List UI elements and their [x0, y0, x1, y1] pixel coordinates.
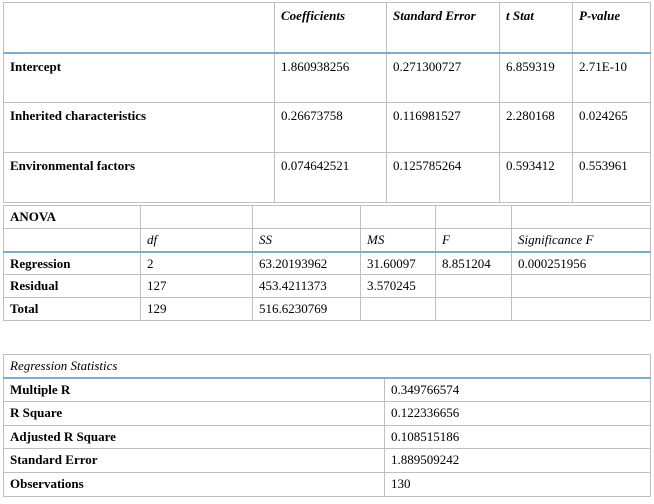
- table-row: [4, 425, 651, 449]
- table-row: [4, 252, 651, 275]
- ss-header: SS: [253, 229, 361, 252]
- anova-header-row: [4, 229, 651, 252]
- table-row: [4, 275, 651, 298]
- coef-value: 0.26673758: [275, 103, 387, 153]
- sig-value: 0.000251956: [512, 252, 651, 275]
- row-label: Environmental factors: [4, 153, 275, 203]
- table-row: [4, 153, 651, 203]
- anova-header-blank: [4, 229, 141, 252]
- df-value: 127: [141, 275, 253, 298]
- row-label: Total: [4, 298, 141, 321]
- t-value: 2.280168: [500, 103, 573, 153]
- regression-statistics-table: [3, 354, 651, 497]
- stat-value: 1.889509242: [385, 449, 651, 473]
- ss-value: 63.20193962: [253, 252, 361, 275]
- table-row: [4, 449, 651, 473]
- regression-statistics-title-row: [4, 355, 651, 379]
- coef-value: 0.074642521: [275, 153, 387, 203]
- table-row: [4, 103, 651, 153]
- row-label: Intercept: [4, 53, 275, 103]
- table-row: [4, 402, 651, 426]
- coef-value: 1.860938256: [275, 53, 387, 103]
- regression-statistics-title: Regression Statistics: [4, 355, 651, 379]
- stat-value: 0.349766574: [385, 378, 651, 402]
- p-value: 2.71E-10: [573, 53, 651, 103]
- row-label: Regression: [4, 252, 141, 275]
- p-value-header: P-value: [573, 3, 651, 53]
- coefficients-header-row: [4, 3, 651, 53]
- df-value: 129: [141, 298, 253, 321]
- coefficients-table: [3, 2, 651, 203]
- anova-title-row: [4, 206, 651, 229]
- sig-value: [512, 275, 651, 298]
- anova-title: ANOVA: [4, 206, 141, 229]
- ss-value: 516.6230769: [253, 298, 361, 321]
- stat-label: Multiple R: [4, 378, 385, 402]
- ms-value: [361, 298, 436, 321]
- stat-label: Standard Error: [4, 449, 385, 473]
- stat-label: R Square: [4, 402, 385, 426]
- stat-value: 0.108515186: [385, 425, 651, 449]
- f-value: [436, 275, 512, 298]
- f-value: [436, 298, 512, 321]
- p-value: 0.553961: [573, 153, 651, 203]
- t-value: 6.859319: [500, 53, 573, 103]
- table-row: [4, 378, 651, 402]
- f-header: F: [436, 229, 512, 252]
- sig-value: [512, 298, 651, 321]
- ms-value: 3.570245: [361, 275, 436, 298]
- row-label: Inherited characteristics: [4, 103, 275, 153]
- t-stat-header: t Stat: [500, 3, 573, 53]
- se-value: 0.125785264: [387, 153, 500, 203]
- table-row: [4, 472, 651, 496]
- standard-error-header: Standard Error: [387, 3, 500, 53]
- stat-value: 0.122336656: [385, 402, 651, 426]
- coefficients-header-blank: [4, 3, 275, 53]
- t-value: 0.593412: [500, 153, 573, 203]
- ms-header: MS: [361, 229, 436, 252]
- se-value: 0.116981527: [387, 103, 500, 153]
- stat-label: Observations: [4, 472, 385, 496]
- row-label: Residual: [4, 275, 141, 298]
- ss-value: 453.4211373: [253, 275, 361, 298]
- table-row: [4, 298, 651, 321]
- df-value: 2: [141, 252, 253, 275]
- stat-label: Adjusted R Square: [4, 425, 385, 449]
- table-row: [4, 53, 651, 103]
- coefficients-header: Coefficients: [275, 3, 387, 53]
- df-header: df: [141, 229, 253, 252]
- anova-table: [3, 205, 651, 321]
- significance-f-header: Significance F: [512, 229, 651, 252]
- p-value: 0.024265: [573, 103, 651, 153]
- stat-value: 130: [385, 472, 651, 496]
- f-value: 8.851204: [436, 252, 512, 275]
- ms-value: 31.60097: [361, 252, 436, 275]
- se-value: 0.271300727: [387, 53, 500, 103]
